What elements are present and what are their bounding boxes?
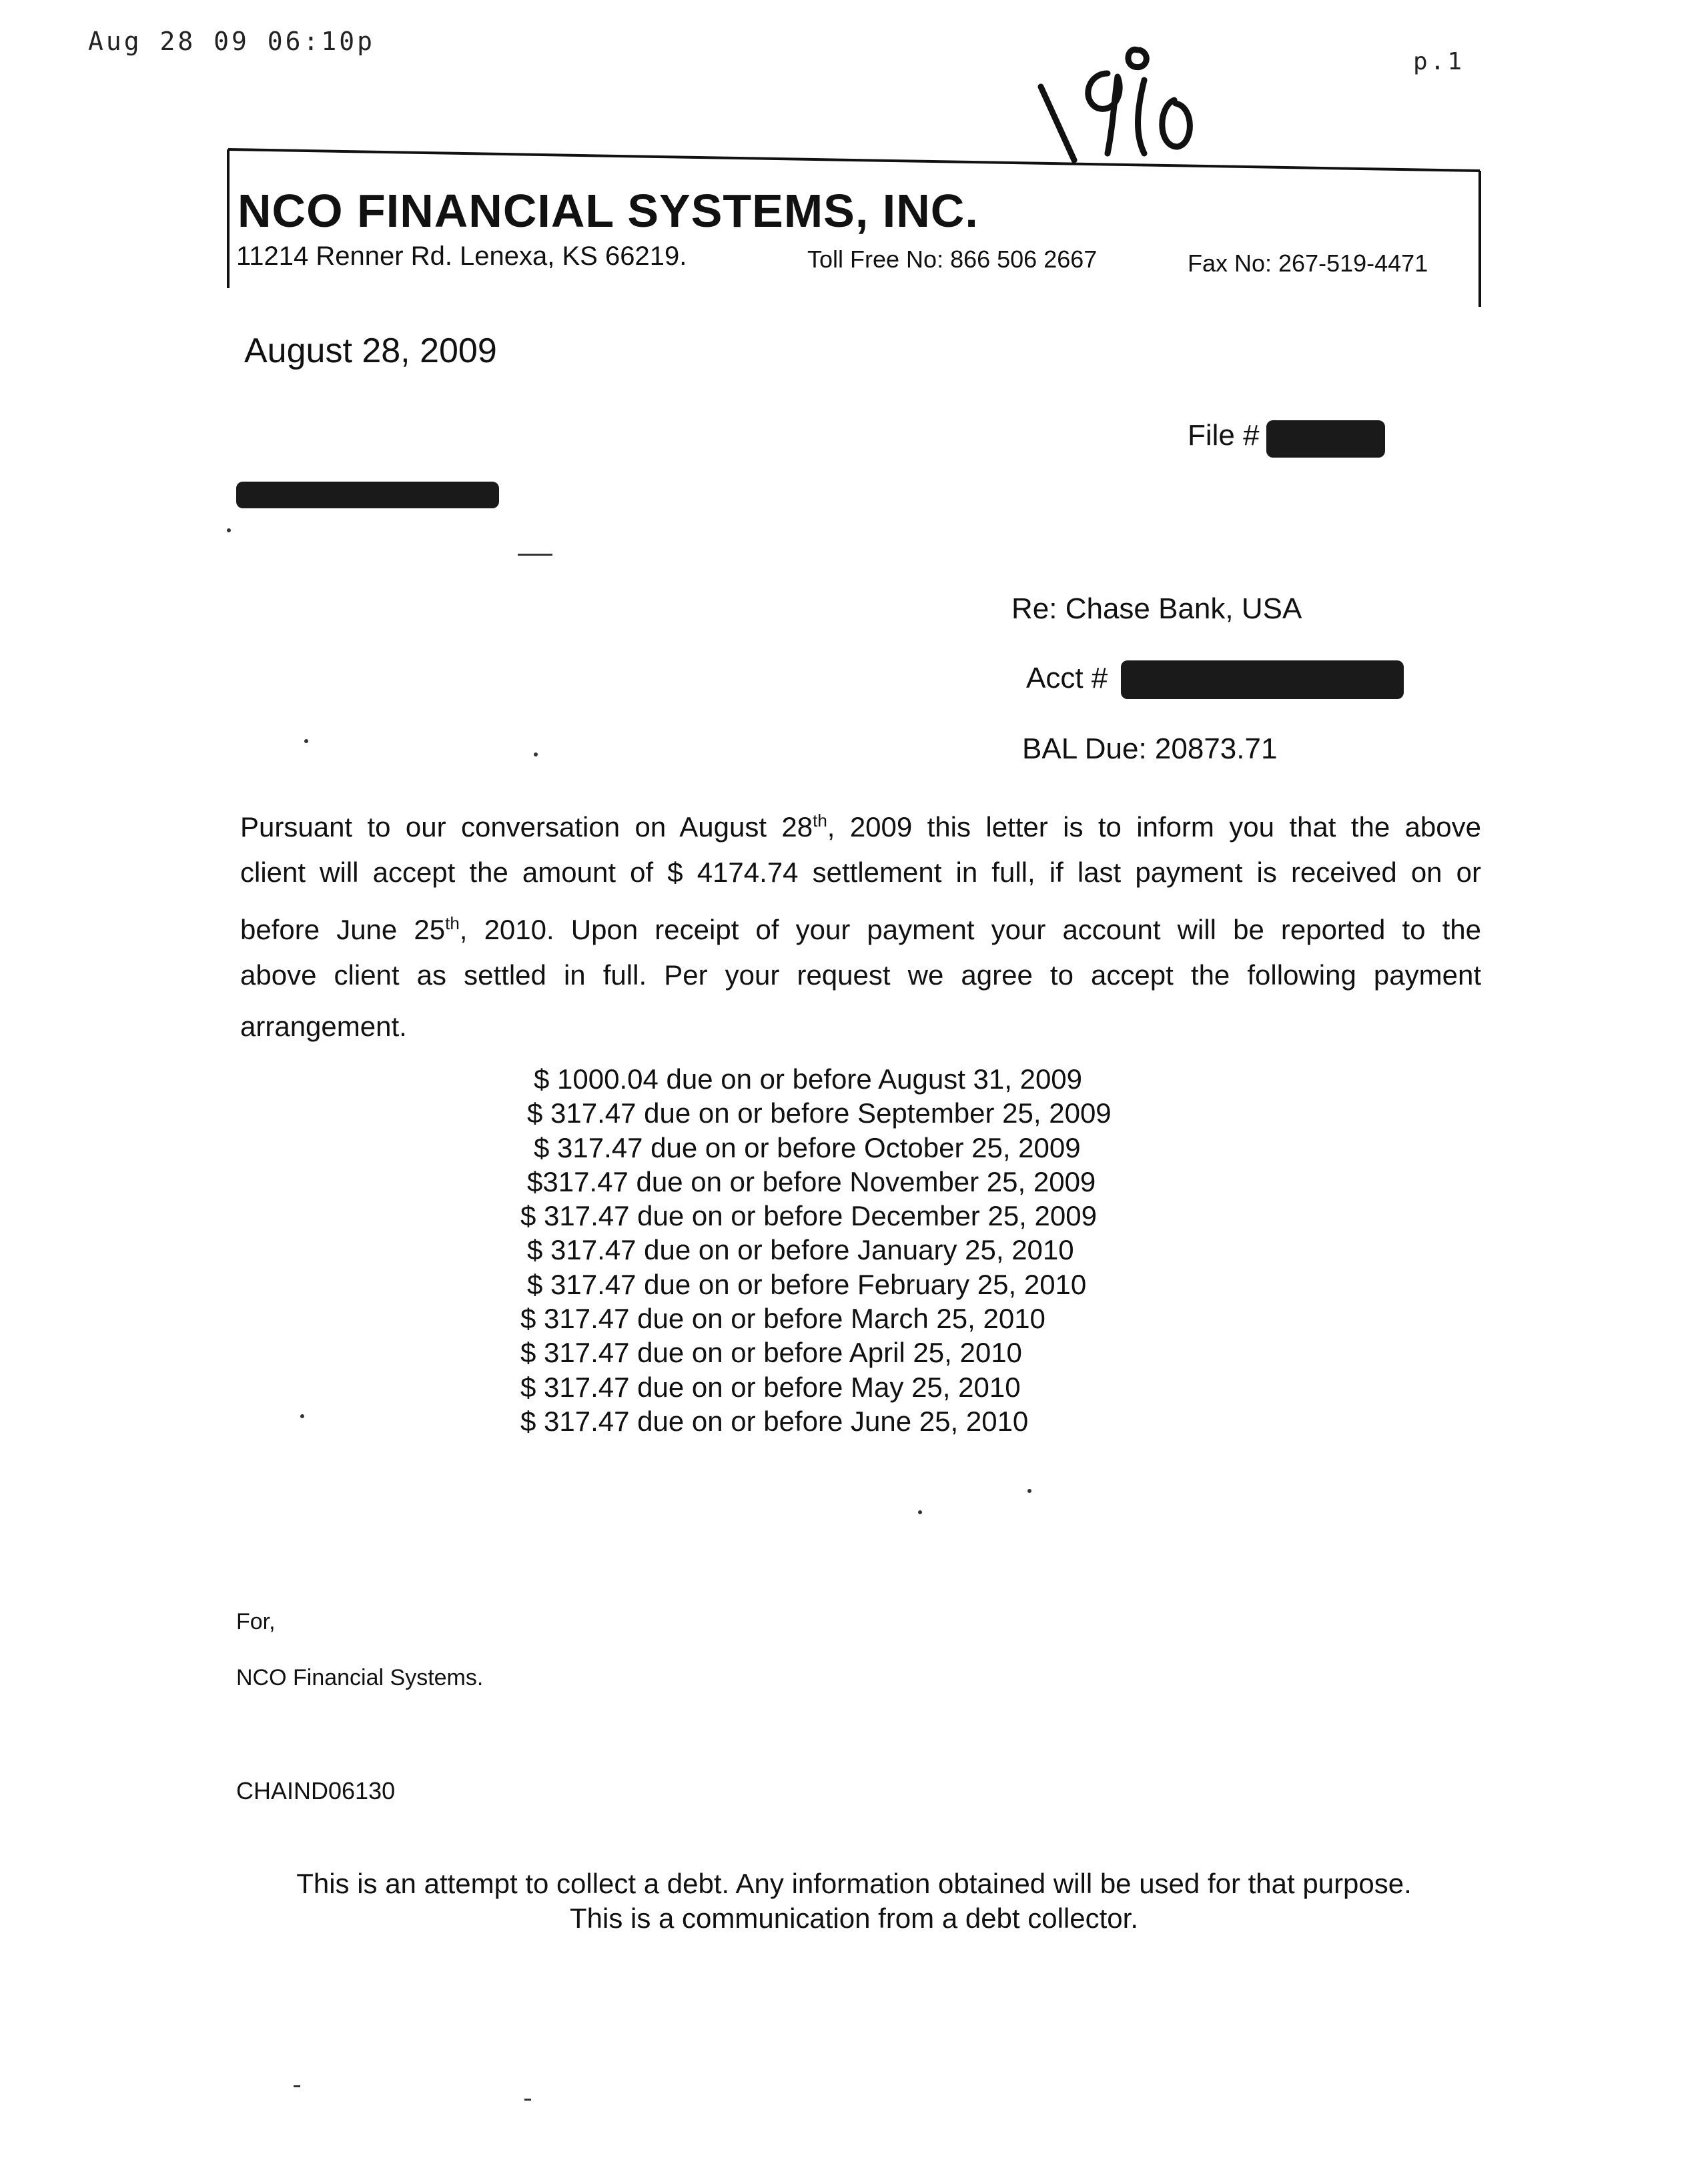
fax-page-number: p.1 [1413, 48, 1465, 75]
company-address: 11214 Renner Rd. Lenexa, KS 66219. [236, 241, 687, 271]
body-line: above client as settled in full. Per your request we agree to accept the following payment [240, 959, 1481, 991]
letter-body [240, 795, 1481, 1052]
body-line: client will accept the amount of $ 4174.74 settlement in full, if last payment is received on or [240, 857, 1481, 888]
re-creditor: Re: Chase Bank, USA [1011, 592, 1302, 625]
fax-timestamp: Aug 28 09 06:10p [88, 27, 376, 56]
company-fax: Fax No: 267-519-4471 [1188, 249, 1428, 277]
payment-row: $ 317.47 due on or before December 25, 2009 [520, 1200, 1097, 1232]
payment-schedule [514, 1062, 1181, 1438]
file-number-label: File # [1188, 419, 1260, 452]
company-toll-free: Toll Free No: 866 506 2667 [807, 245, 1098, 273]
scan-dash [524, 2099, 531, 2101]
file-number-redaction [1266, 420, 1385, 458]
scan-speck [300, 1414, 304, 1418]
payment-row: $ 317.47 due on or before September 25, 2009 [527, 1097, 1112, 1129]
payment-row: $ 317.47 due on or before June 25, 2010 [520, 1405, 1029, 1437]
payment-row: $ 317.47 due on or before April 25, 2010 [520, 1337, 1022, 1369]
balance-due: BAL Due: 20873.71 [1022, 732, 1278, 765]
company-name: NCO FINANCIAL SYSTEMS, INC. [238, 185, 979, 237]
recipient-name-redaction [236, 482, 499, 508]
payment-row: $ 317.47 due on or before March 25, 2010 [520, 1303, 1045, 1335]
scan-speck [1027, 1489, 1031, 1493]
body-line: before June 25th, 2010. Upon receipt of your payment your account will be reported to the [240, 913, 1482, 945]
letterhead [227, 148, 1481, 308]
recipient-address-mark [518, 554, 552, 556]
reference-code: CHAIND06130 [236, 1777, 396, 1804]
scan-speck [534, 752, 538, 756]
payment-row: $ 317.47 due on or before May 25, 2010 [520, 1371, 1021, 1403]
letter-date: August 28, 2009 [244, 332, 497, 370]
body-line: arrangement. [240, 1011, 407, 1042]
payment-row: $317.47 due on or before November 25, 2009 [527, 1165, 1096, 1197]
account-number-redaction [1121, 660, 1404, 699]
body-line: Pursuant to our conversation on August 28th, 2009 this letter is to inform you that the above [240, 810, 1481, 843]
payment-row: $ 317.47 due on or before January 25, 2010 [527, 1234, 1074, 1266]
scan-speck [304, 739, 308, 743]
ordinal-suffix: th [813, 810, 827, 831]
payment-row: $ 1000.04 due on or before August 31, 2009 [534, 1063, 1083, 1095]
payment-row: $ 317.47 due on or before February 25, 2010 [527, 1268, 1087, 1300]
scan-speck [227, 528, 231, 532]
scan-speck [918, 1510, 922, 1514]
disclaimer-line: This is a communication from a debt collector. [569, 1903, 1139, 1934]
closing-salutation: For, [236, 1609, 276, 1634]
ordinal-suffix: th [445, 913, 460, 933]
closing-company: NCO Financial Systems. [236, 1665, 484, 1690]
disclaimer-line: This is an attempt to collect a debt. Any information obtained will be used for that purpose. [296, 1868, 1412, 1899]
payment-row: $ 317.47 due on or before October 25, 2009 [534, 1131, 1081, 1163]
account-number-label: Acct # [1026, 662, 1108, 694]
scan-dash [294, 2085, 300, 2087]
debt-collection-disclaimer [240, 1866, 1468, 1936]
